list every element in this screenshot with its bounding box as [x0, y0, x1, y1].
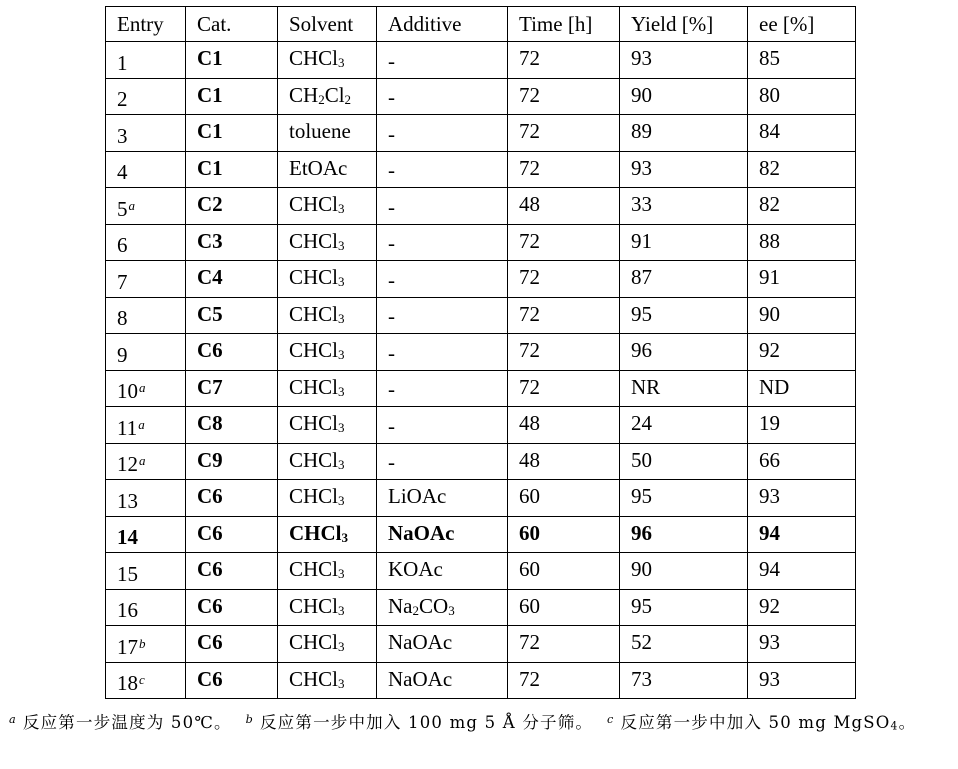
table-row: [106, 224, 856, 261]
ee-cell: 91: [748, 261, 856, 298]
yield-cell: 96: [620, 334, 748, 371]
ee-cell: 94: [748, 516, 856, 553]
yield-cell: 24: [620, 407, 748, 444]
catalyst-cell: C7: [186, 370, 278, 407]
catalyst-cell: C3: [186, 224, 278, 261]
time-cell: 72: [508, 151, 620, 188]
entry-cell: 15: [106, 553, 186, 590]
table-row: [106, 42, 856, 79]
entry-cell: 5$^a$: [106, 188, 186, 225]
additive-cell: -: [377, 407, 508, 444]
table-row: [106, 261, 856, 298]
entry-cell: 18$^c$: [106, 662, 186, 699]
catalyst-cell: C1: [186, 42, 278, 79]
additive-cell: -: [377, 188, 508, 225]
table-row: [106, 297, 856, 334]
table-row: [106, 626, 856, 663]
solvent-cell: CHCl$_3$: [278, 407, 377, 444]
yield-cell: 95: [620, 297, 748, 334]
footnote-b-text: 反应第一步中加入 100 mg 5 Å 分子筛。: [259, 713, 594, 732]
yield-cell: 93: [620, 42, 748, 79]
table-row: [106, 516, 856, 553]
entry-cell: 11$^a$: [106, 407, 186, 444]
ee-cell: 92: [748, 589, 856, 626]
header-ee: ee [%]: [748, 7, 856, 42]
additive-cell: -: [377, 297, 508, 334]
time-cell: 72: [508, 297, 620, 334]
yield-cell: 90: [620, 553, 748, 590]
additive-cell: -: [377, 78, 508, 115]
catalyst-cell: C4: [186, 261, 278, 298]
additive-cell: -: [377, 42, 508, 79]
solvent-cell: toluene: [278, 115, 377, 152]
yield-cell: 90: [620, 78, 748, 115]
table-row: [106, 334, 856, 371]
entry-cell: 8: [106, 297, 186, 334]
catalyst-cell: C5: [186, 297, 278, 334]
additive-cell: -: [377, 370, 508, 407]
solvent-cell: CHCl$_3$: [278, 42, 377, 79]
additive-cell: -: [377, 115, 508, 152]
footnote-a-mark: a: [9, 712, 17, 726]
yield-cell: 50: [620, 443, 748, 480]
ee-cell: 92: [748, 334, 856, 371]
additive-cell: -: [377, 443, 508, 480]
footnote-c-mark: c: [607, 712, 615, 726]
ee-cell: 93: [748, 480, 856, 517]
footnote-c-end: 。: [898, 713, 917, 732]
catalyst-cell: C6: [186, 626, 278, 663]
solvent-cell: CHCl$_3$: [278, 297, 377, 334]
solvent-cell: CHCl$_3$: [278, 553, 377, 590]
ee-cell: 93: [748, 662, 856, 699]
catalyst-cell: C1: [186, 151, 278, 188]
table-row: [106, 188, 856, 225]
yield-cell: 52: [620, 626, 748, 663]
entry-cell: 12$^a$: [106, 443, 186, 480]
entry-cell: 16: [106, 589, 186, 626]
footnote-a-text: 反应第一步温度为 50℃。: [22, 713, 232, 732]
time-cell: 48: [508, 188, 620, 225]
table-row: [106, 553, 856, 590]
yield-cell: 87: [620, 261, 748, 298]
table-row: [106, 370, 856, 407]
entry-cell: 1: [106, 42, 186, 79]
time-cell: 72: [508, 662, 620, 699]
yield-cell: 73: [620, 662, 748, 699]
time-cell: 60: [508, 553, 620, 590]
entry-cell: 14: [106, 516, 186, 553]
ee-cell: 85: [748, 42, 856, 79]
additive-cell: -: [377, 224, 508, 261]
catalyst-cell: C6: [186, 589, 278, 626]
table-row: [106, 662, 856, 699]
header-yield: Yield [%]: [620, 7, 748, 42]
ee-cell: 80: [748, 78, 856, 115]
solvent-cell: CHCl$_3$: [278, 516, 377, 553]
additive-cell: LiOAc: [377, 480, 508, 517]
ee-cell: 82: [748, 151, 856, 188]
table-row: [106, 589, 856, 626]
entry-cell: 10$^a$: [106, 370, 186, 407]
header-additive: Additive: [377, 7, 508, 42]
header-time: Time [h]: [508, 7, 620, 42]
header-cat: Cat.: [186, 7, 278, 42]
table-row: [106, 115, 856, 152]
ee-cell: 93: [748, 626, 856, 663]
footnote-c-subscript: 4: [890, 719, 899, 733]
catalyst-cell: C6: [186, 480, 278, 517]
solvent-cell: CHCl$_3$: [278, 480, 377, 517]
additive-cell: NaOAc: [377, 626, 508, 663]
solvent-cell: CHCl$_3$: [278, 662, 377, 699]
time-cell: 72: [508, 261, 620, 298]
catalyst-cell: C9: [186, 443, 278, 480]
catalyst-cell: C6: [186, 553, 278, 590]
yield-cell: 91: [620, 224, 748, 261]
entry-cell: 7: [106, 261, 186, 298]
time-cell: 60: [508, 480, 620, 517]
solvent-cell: CHCl$_3$: [278, 188, 377, 225]
time-cell: 72: [508, 370, 620, 407]
time-cell: 72: [508, 42, 620, 79]
catalyst-cell: C1: [186, 115, 278, 152]
ee-cell: 90: [748, 297, 856, 334]
solvent-cell: CHCl$_3$: [278, 626, 377, 663]
catalyst-cell: C6: [186, 516, 278, 553]
entry-cell: 3: [106, 115, 186, 152]
header-row: [106, 7, 856, 42]
header-entry: Entry: [106, 7, 186, 42]
yield-cell: 95: [620, 589, 748, 626]
ee-cell: 82: [748, 188, 856, 225]
yield-cell: 93: [620, 151, 748, 188]
additive-cell: -: [377, 334, 508, 371]
entry-cell: 2: [106, 78, 186, 115]
footnote-c-text: 反应第一步中加入 50 mg MgSO: [620, 713, 891, 732]
time-cell: 48: [508, 407, 620, 444]
additive-cell: -: [377, 151, 508, 188]
catalyst-cell: C6: [186, 662, 278, 699]
ee-cell: 84: [748, 115, 856, 152]
yield-cell: 89: [620, 115, 748, 152]
time-cell: 72: [508, 115, 620, 152]
table-row: [106, 151, 856, 188]
catalyst-cell: C8: [186, 407, 278, 444]
entry-cell: 9: [106, 334, 186, 371]
catalyst-cell: C6: [186, 334, 278, 371]
additive-cell: -: [377, 261, 508, 298]
yield-cell: 95: [620, 480, 748, 517]
solvent-cell: CHCl$_3$: [278, 224, 377, 261]
entry-cell: 4: [106, 151, 186, 188]
time-cell: 72: [508, 626, 620, 663]
solvent-cell: CHCl$_3$: [278, 370, 377, 407]
additive-cell: NaOAc: [377, 516, 508, 553]
solvent-cell: $CH_2Cl_2$: [278, 78, 377, 115]
solvent-cell: CHCl$_3$: [278, 443, 377, 480]
catalyst-cell: C1: [186, 78, 278, 115]
table-row: [106, 78, 856, 115]
additive-cell: KOAc: [377, 553, 508, 590]
catalyst-cell: C2: [186, 188, 278, 225]
ee-cell: ND: [748, 370, 856, 407]
solvent-cell: CHCl$_3$: [278, 261, 377, 298]
time-cell: 48: [508, 443, 620, 480]
time-cell: 72: [508, 334, 620, 371]
additive-cell: $Na_2CO_3$: [377, 589, 508, 626]
results-table: [105, 6, 856, 699]
solvent-cell: EtOAc: [278, 151, 377, 188]
entry-cell: 6: [106, 224, 186, 261]
footnotes: [8, 704, 953, 741]
entry-cell: 13: [106, 480, 186, 517]
table-row: [106, 443, 856, 480]
solvent-cell: CHCl$_3$: [278, 334, 377, 371]
additive-cell: NaOAc: [377, 662, 508, 699]
yield-cell: NR: [620, 370, 748, 407]
table-row: [106, 407, 856, 444]
time-cell: 60: [508, 589, 620, 626]
yield-cell: 96: [620, 516, 748, 553]
solvent-cell: CHCl$_3$: [278, 589, 377, 626]
ee-cell: 19: [748, 407, 856, 444]
ee-cell: 88: [748, 224, 856, 261]
time-cell: 60: [508, 516, 620, 553]
time-cell: 72: [508, 78, 620, 115]
entry-cell: 17$^b$: [106, 626, 186, 663]
ee-cell: 94: [748, 553, 856, 590]
ee-cell: 66: [748, 443, 856, 480]
header-solvent: Solvent: [278, 7, 377, 42]
yield-cell: 33: [620, 188, 748, 225]
table-row: [106, 480, 856, 517]
time-cell: 72: [508, 224, 620, 261]
table-body: [106, 42, 856, 699]
footnote-b-mark: b: [245, 712, 254, 726]
